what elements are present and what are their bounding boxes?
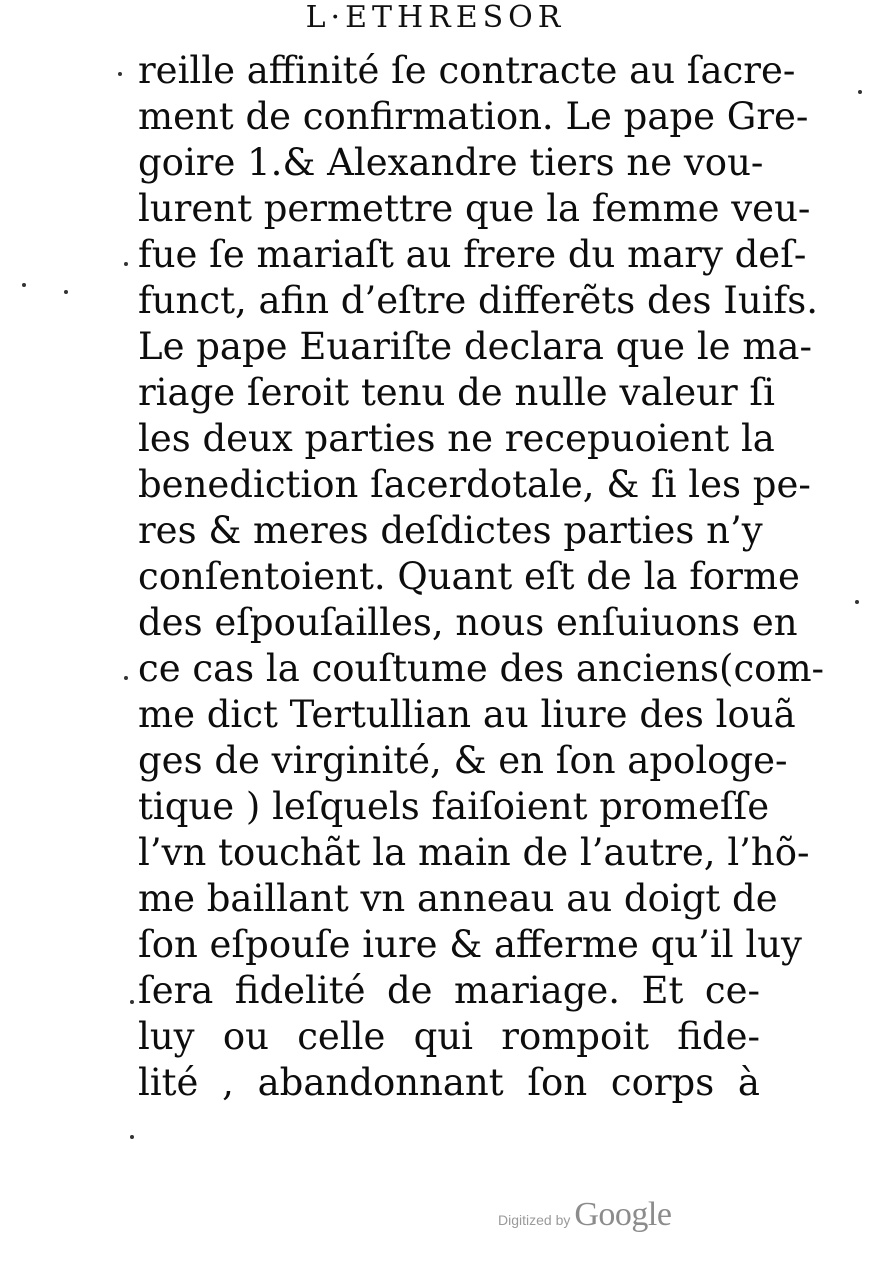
scan-speck bbox=[118, 72, 122, 76]
text-line: ſon eſpouſe iure & afferme qu’il luy bbox=[138, 923, 802, 966]
scan-speck bbox=[124, 262, 128, 266]
text-line: les deux parties ne recepuoient la bbox=[138, 417, 775, 460]
text-line: Le pape Euariſte declara que le ma- bbox=[138, 325, 812, 368]
running-head: L·ETHRESOR bbox=[305, 0, 566, 35]
text-line: luy ou celle qui rompoit fide- bbox=[138, 1015, 760, 1058]
text-line: ce cas la couſtume des anciens(com- bbox=[138, 647, 825, 690]
text-line: riage ſeroit tenu de nulle valeur ſi bbox=[138, 371, 775, 414]
text-line: me baillant vn anneau au doigt de bbox=[138, 877, 778, 920]
text-line: goire 1.& Alexandre tiers ne vou- bbox=[138, 141, 764, 184]
text-line: lurent permettre que la femme veu- bbox=[138, 187, 811, 230]
text-line: l’vn touchãt la main de l’autre, l’hõ- bbox=[138, 831, 810, 874]
text-line: benediction ſacerdotale, & ſi les pe- bbox=[138, 463, 811, 506]
text-line: reille affinité ſe contracte au ſacre- bbox=[138, 49, 796, 92]
text-line: tique ) leſquels faiſoient promeſſe bbox=[138, 785, 770, 828]
text-line: ſera fidelité de mariage. Et ce- bbox=[138, 969, 760, 1012]
scan-speck bbox=[130, 1000, 134, 1004]
text-line: ges de virginité, & en ſon apologe- bbox=[138, 739, 788, 782]
text-line: me dict Tertullian au liure des louã bbox=[138, 693, 796, 736]
text-line: conſentoient. Quant eſt de la forme bbox=[138, 555, 800, 598]
scan-speck bbox=[124, 676, 128, 680]
text-line: ment de confirmation. Le pape Gre- bbox=[138, 95, 809, 138]
scan-speck bbox=[855, 600, 859, 604]
watermark-prefix: Digitized by bbox=[498, 1212, 571, 1228]
scan-speck bbox=[858, 90, 862, 94]
text-line: funct, afin d’eſtre differẽts des Iuifs. bbox=[138, 279, 819, 322]
scan-speck bbox=[22, 283, 26, 287]
google-logo: Google bbox=[574, 1196, 672, 1233]
text-line: des eſpouſailles, nous enſuiuons en bbox=[138, 601, 798, 644]
text-line: res & meres deſdictes parties n’y bbox=[138, 509, 763, 552]
text-line: lité , abandonnant ſon corps à bbox=[138, 1061, 760, 1104]
scan-speck bbox=[130, 1135, 134, 1139]
google-digitized-watermark bbox=[498, 1196, 671, 1246]
text-line: fue ſe mariaſt au frere du mary deſ- bbox=[138, 233, 807, 276]
scan-speck bbox=[64, 290, 68, 294]
